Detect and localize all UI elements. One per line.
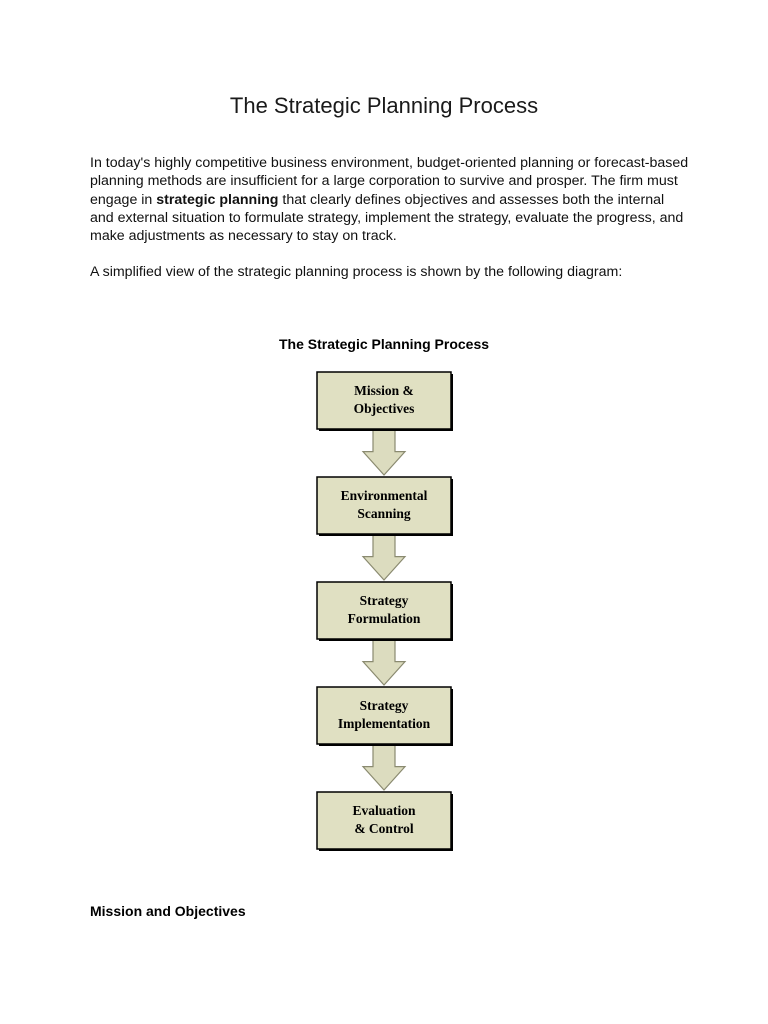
step-label: [317, 487, 451, 523]
section-heading: Mission and Objectives: [90, 903, 246, 919]
intro-text-end: that clearly defines objectives and assesses both the internal and external situation to formulate strategy, implement the strategy, evaluate the progress, and make adjustments as necessary to stay on track.: [90, 191, 684, 245]
step-label-line: Strategy: [359, 593, 409, 608]
step-label: [317, 592, 451, 628]
page-title: The Strategic Planning Process: [229, 93, 539, 118]
intro-paragraph: [90, 154, 690, 245]
down-arrow-icon: [363, 745, 405, 790]
step-label-line: Implementation: [337, 716, 431, 731]
down-arrow-icon: [363, 535, 405, 580]
step-label-line: Mission &: [354, 383, 414, 398]
intro-text-start: In today's highly competitive business environment, budget-oriented planning or forecast-based planning methods are insufficient for a large corporation to survive and prosper. The firm must engage in: [90, 155, 689, 208]
down-arrow-icon: [363, 640, 405, 685]
step-label-line: Formulation: [347, 611, 421, 626]
step-label: [317, 382, 451, 418]
step-label-line: Objectives: [353, 401, 415, 416]
intro-bold-term: strategic planning: [156, 191, 279, 208]
step-label-line: & Control: [354, 821, 414, 836]
step-label: [317, 697, 451, 733]
step-label-line: Environmental: [340, 488, 428, 503]
step-label: [317, 802, 451, 838]
step-label-line: Strategy: [359, 698, 409, 713]
step-label-line: Evaluation: [352, 803, 416, 818]
diagram-title: The Strategic Planning Process: [278, 336, 490, 352]
step-label-line: Scanning: [357, 506, 411, 521]
diagram-lead-in: A simplified view of the strategic planning process is shown by the following diagram:: [90, 264, 623, 280]
down-arrow-icon: [363, 430, 405, 475]
